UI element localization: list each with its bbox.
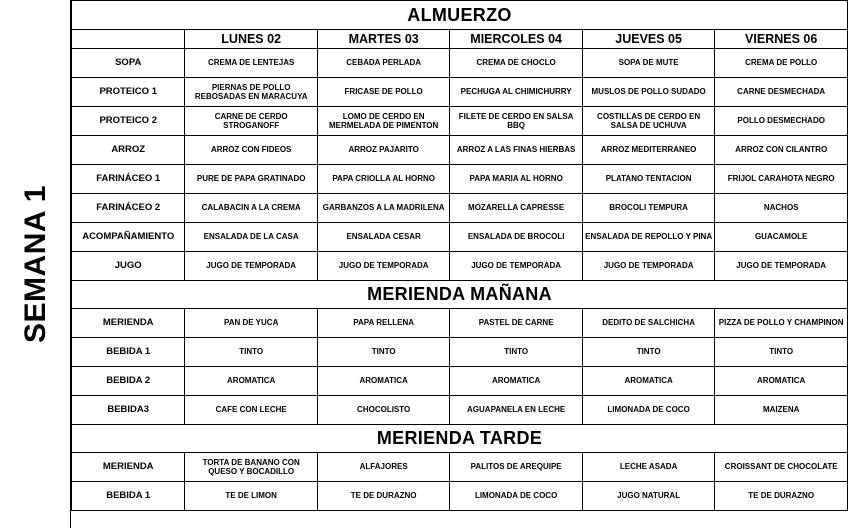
section-title: ALMUERZO xyxy=(72,1,848,30)
menu-item-cell: FILETE DE CERDO EN SALSA BBQ xyxy=(450,107,582,136)
category-label: FARINÁCEO 2 xyxy=(72,194,185,223)
category-label: BEBIDA3 xyxy=(72,396,185,425)
category-label: SOPA xyxy=(72,49,185,78)
category-label: MERIENDA xyxy=(72,309,185,338)
menu-item-cell: CALABACIN A LA CREMA xyxy=(185,194,317,223)
table-row xyxy=(72,165,848,194)
menu-item-cell: CAFE CON LECHE xyxy=(185,396,317,425)
menu-item-cell: CREMA DE POLLO xyxy=(715,49,848,78)
menu-item-cell: MOZARELLA CAPRESSE xyxy=(450,194,582,223)
table-row xyxy=(72,309,848,338)
menu-item-cell: CREMA DE CHOCLO xyxy=(450,49,582,78)
menu-item-cell: COSTILLAS DE CERDO EN SALSA DE UCHUVA xyxy=(582,107,714,136)
menu-item-cell: NACHOS xyxy=(715,194,848,223)
menu-item-cell: ARROZ MEDITERRANEO xyxy=(582,136,714,165)
menu-item-cell: AROMATICA xyxy=(317,367,449,396)
menu-item-cell: PURE DE PAPA GRATINADO xyxy=(185,165,317,194)
menu-item-cell: ENSALADA DE REPOLLO Y PINA xyxy=(582,223,714,252)
menu-item-cell: TE DE DURAZNO xyxy=(715,482,848,511)
menu-item-cell: TINTO xyxy=(185,338,317,367)
menu-item-cell: PAPA MARIA AL HORNO xyxy=(450,165,582,194)
menu-item-cell: JUGO NATURAL xyxy=(582,482,714,511)
menu-item-cell: AROMATICA xyxy=(185,367,317,396)
menu-item-cell: JUGO DE TEMPORADA xyxy=(317,252,449,281)
menu-item-cell: TINTO xyxy=(715,338,848,367)
menu-item-cell: PASTEL DE CARNE xyxy=(450,309,582,338)
menu-item-cell: LOMO DE CERDO EN MERMELADA DE PIMENTON xyxy=(317,107,449,136)
section-title: MERIENDA TARDE xyxy=(72,425,848,453)
menu-item-cell: POLLO DESMECHADO xyxy=(715,107,848,136)
menu-item-cell: GUACAMOLE xyxy=(715,223,848,252)
menu-item-cell: TINTO xyxy=(450,338,582,367)
day-header: MIERCOLES 04 xyxy=(450,30,582,49)
menu-item-cell: CREMA DE LENTEJAS xyxy=(185,49,317,78)
menu-item-cell: AROMATICA xyxy=(715,367,848,396)
menu-item-cell: LIMONADA DE COCO xyxy=(450,482,582,511)
menu-item-cell: ARROZ A LAS FINAS HIERBAS xyxy=(450,136,582,165)
table-row xyxy=(72,367,848,396)
category-label: BEBIDA 2 xyxy=(72,367,185,396)
menu-item-cell: PALITOS DE AREQUIPE xyxy=(450,453,582,482)
table-row xyxy=(72,107,848,136)
menu-item-cell: JUGO DE TEMPORADA xyxy=(582,252,714,281)
table-row xyxy=(72,194,848,223)
menu-item-cell: PLATANO TENTACION xyxy=(582,165,714,194)
section-header-row xyxy=(72,281,848,309)
day-header: VIERNES 06 xyxy=(715,30,848,49)
menu-item-cell: CEBADA PERLADA xyxy=(317,49,449,78)
category-label: JUGO xyxy=(72,252,185,281)
week-side-panel xyxy=(0,0,71,528)
menu-item-cell: PIZZA DE POLLO Y CHAMPINON xyxy=(715,309,848,338)
table-row xyxy=(72,136,848,165)
section-header-row xyxy=(72,1,848,30)
menu-item-cell: MAIZENA xyxy=(715,396,848,425)
menu-item-cell: PAPA CRIOLLA AL HORNO xyxy=(317,165,449,194)
menu-item-cell: PAPA RELLENA xyxy=(317,309,449,338)
menu-item-cell: LECHE ASADA xyxy=(582,453,714,482)
menu-item-cell: AROMATICA xyxy=(450,367,582,396)
menu-item-cell: ENSALADA CESAR xyxy=(317,223,449,252)
menu-item-cell: JUGO DE TEMPORADA xyxy=(715,252,848,281)
menu-item-cell: ARROZ CON FIDEOS xyxy=(185,136,317,165)
category-label: BEBIDA 1 xyxy=(72,482,185,511)
menu-item-cell: FRIJOL CARAHOTA NEGRO xyxy=(715,165,848,194)
corner-cell xyxy=(72,30,185,49)
category-label: BEBIDA 1 xyxy=(72,338,185,367)
menu-item-cell: ARROZ CON CILANTRO xyxy=(715,136,848,165)
menu-item-cell: ALFAJORES xyxy=(317,453,449,482)
menu-item-cell: JUGO DE TEMPORADA xyxy=(185,252,317,281)
menu-item-cell: AROMATICA xyxy=(582,367,714,396)
day-header: MARTES 03 xyxy=(317,30,449,49)
table-row xyxy=(72,49,848,78)
menu-item-cell: GARBANZOS A LA MADRILENA xyxy=(317,194,449,223)
menu-item-cell: FRICASE DE POLLO xyxy=(317,78,449,107)
menu-item-cell: ARROZ PAJARITO xyxy=(317,136,449,165)
category-label: ARROZ xyxy=(72,136,185,165)
section-header-row xyxy=(72,425,848,453)
table-row xyxy=(72,223,848,252)
menu-item-cell: ENSALADA DE BROCOLI xyxy=(450,223,582,252)
menu-item-cell: CARNE DE CERDO STROGANOFF xyxy=(185,107,317,136)
menu-item-cell: DEDITO DE SALCHICHA xyxy=(582,309,714,338)
menu-item-cell: AGUAPANELA EN LECHE xyxy=(450,396,582,425)
day-header: JUEVES 05 xyxy=(582,30,714,49)
menu-item-cell: SOPA DE MUTE xyxy=(582,49,714,78)
menu-item-cell: CHOCOLISTO xyxy=(317,396,449,425)
category-label: MERIENDA xyxy=(72,453,185,482)
menu-item-cell: PECHUGA AL CHIMICHURRY xyxy=(450,78,582,107)
menu-item-cell: JUGO DE TEMPORADA xyxy=(450,252,582,281)
menu-item-cell: PAN DE YUCA xyxy=(185,309,317,338)
section-title: MERIENDA MAÑANA xyxy=(72,281,848,309)
table-row xyxy=(72,252,848,281)
table-row xyxy=(72,396,848,425)
weekly-menu-table xyxy=(71,0,848,511)
menu-item-cell: TINTO xyxy=(582,338,714,367)
day-header: LUNES 02 xyxy=(185,30,317,49)
days-header-row xyxy=(72,30,848,49)
menu-item-cell: TE DE LIMON xyxy=(185,482,317,511)
table-row xyxy=(72,482,848,511)
menu-item-cell: TINTO xyxy=(317,338,449,367)
table-row xyxy=(72,453,848,482)
table-row xyxy=(72,338,848,367)
menu-item-cell: BROCOLI TEMPURA xyxy=(582,194,714,223)
menu-item-cell: CARNE DESMECHADA xyxy=(715,78,848,107)
category-label: FARINÁCEO 1 xyxy=(72,165,185,194)
menu-item-cell: CROISSANT DE CHOCOLATE xyxy=(715,453,848,482)
menu-item-cell: TE DE DURAZNO xyxy=(317,482,449,511)
menu-item-cell: LIMONADA DE COCO xyxy=(582,396,714,425)
week-label: SEMANA 1 xyxy=(19,185,52,343)
menu-item-cell: PIERNAS DE POLLO REBOSADAS EN MARACUYA xyxy=(185,78,317,107)
menu-item-cell: TORTA DE BANANO CON QUESO Y BOCADILLO xyxy=(185,453,317,482)
table-row xyxy=(72,78,848,107)
category-label: PROTEICO 2 xyxy=(72,107,185,136)
menu-item-cell: MUSLOS DE POLLO SUDADO xyxy=(582,78,714,107)
menu-item-cell: ENSALADA DE LA CASA xyxy=(185,223,317,252)
category-label: PROTEICO 1 xyxy=(72,78,185,107)
category-label: ACOMPAÑAMIENTO xyxy=(72,223,185,252)
